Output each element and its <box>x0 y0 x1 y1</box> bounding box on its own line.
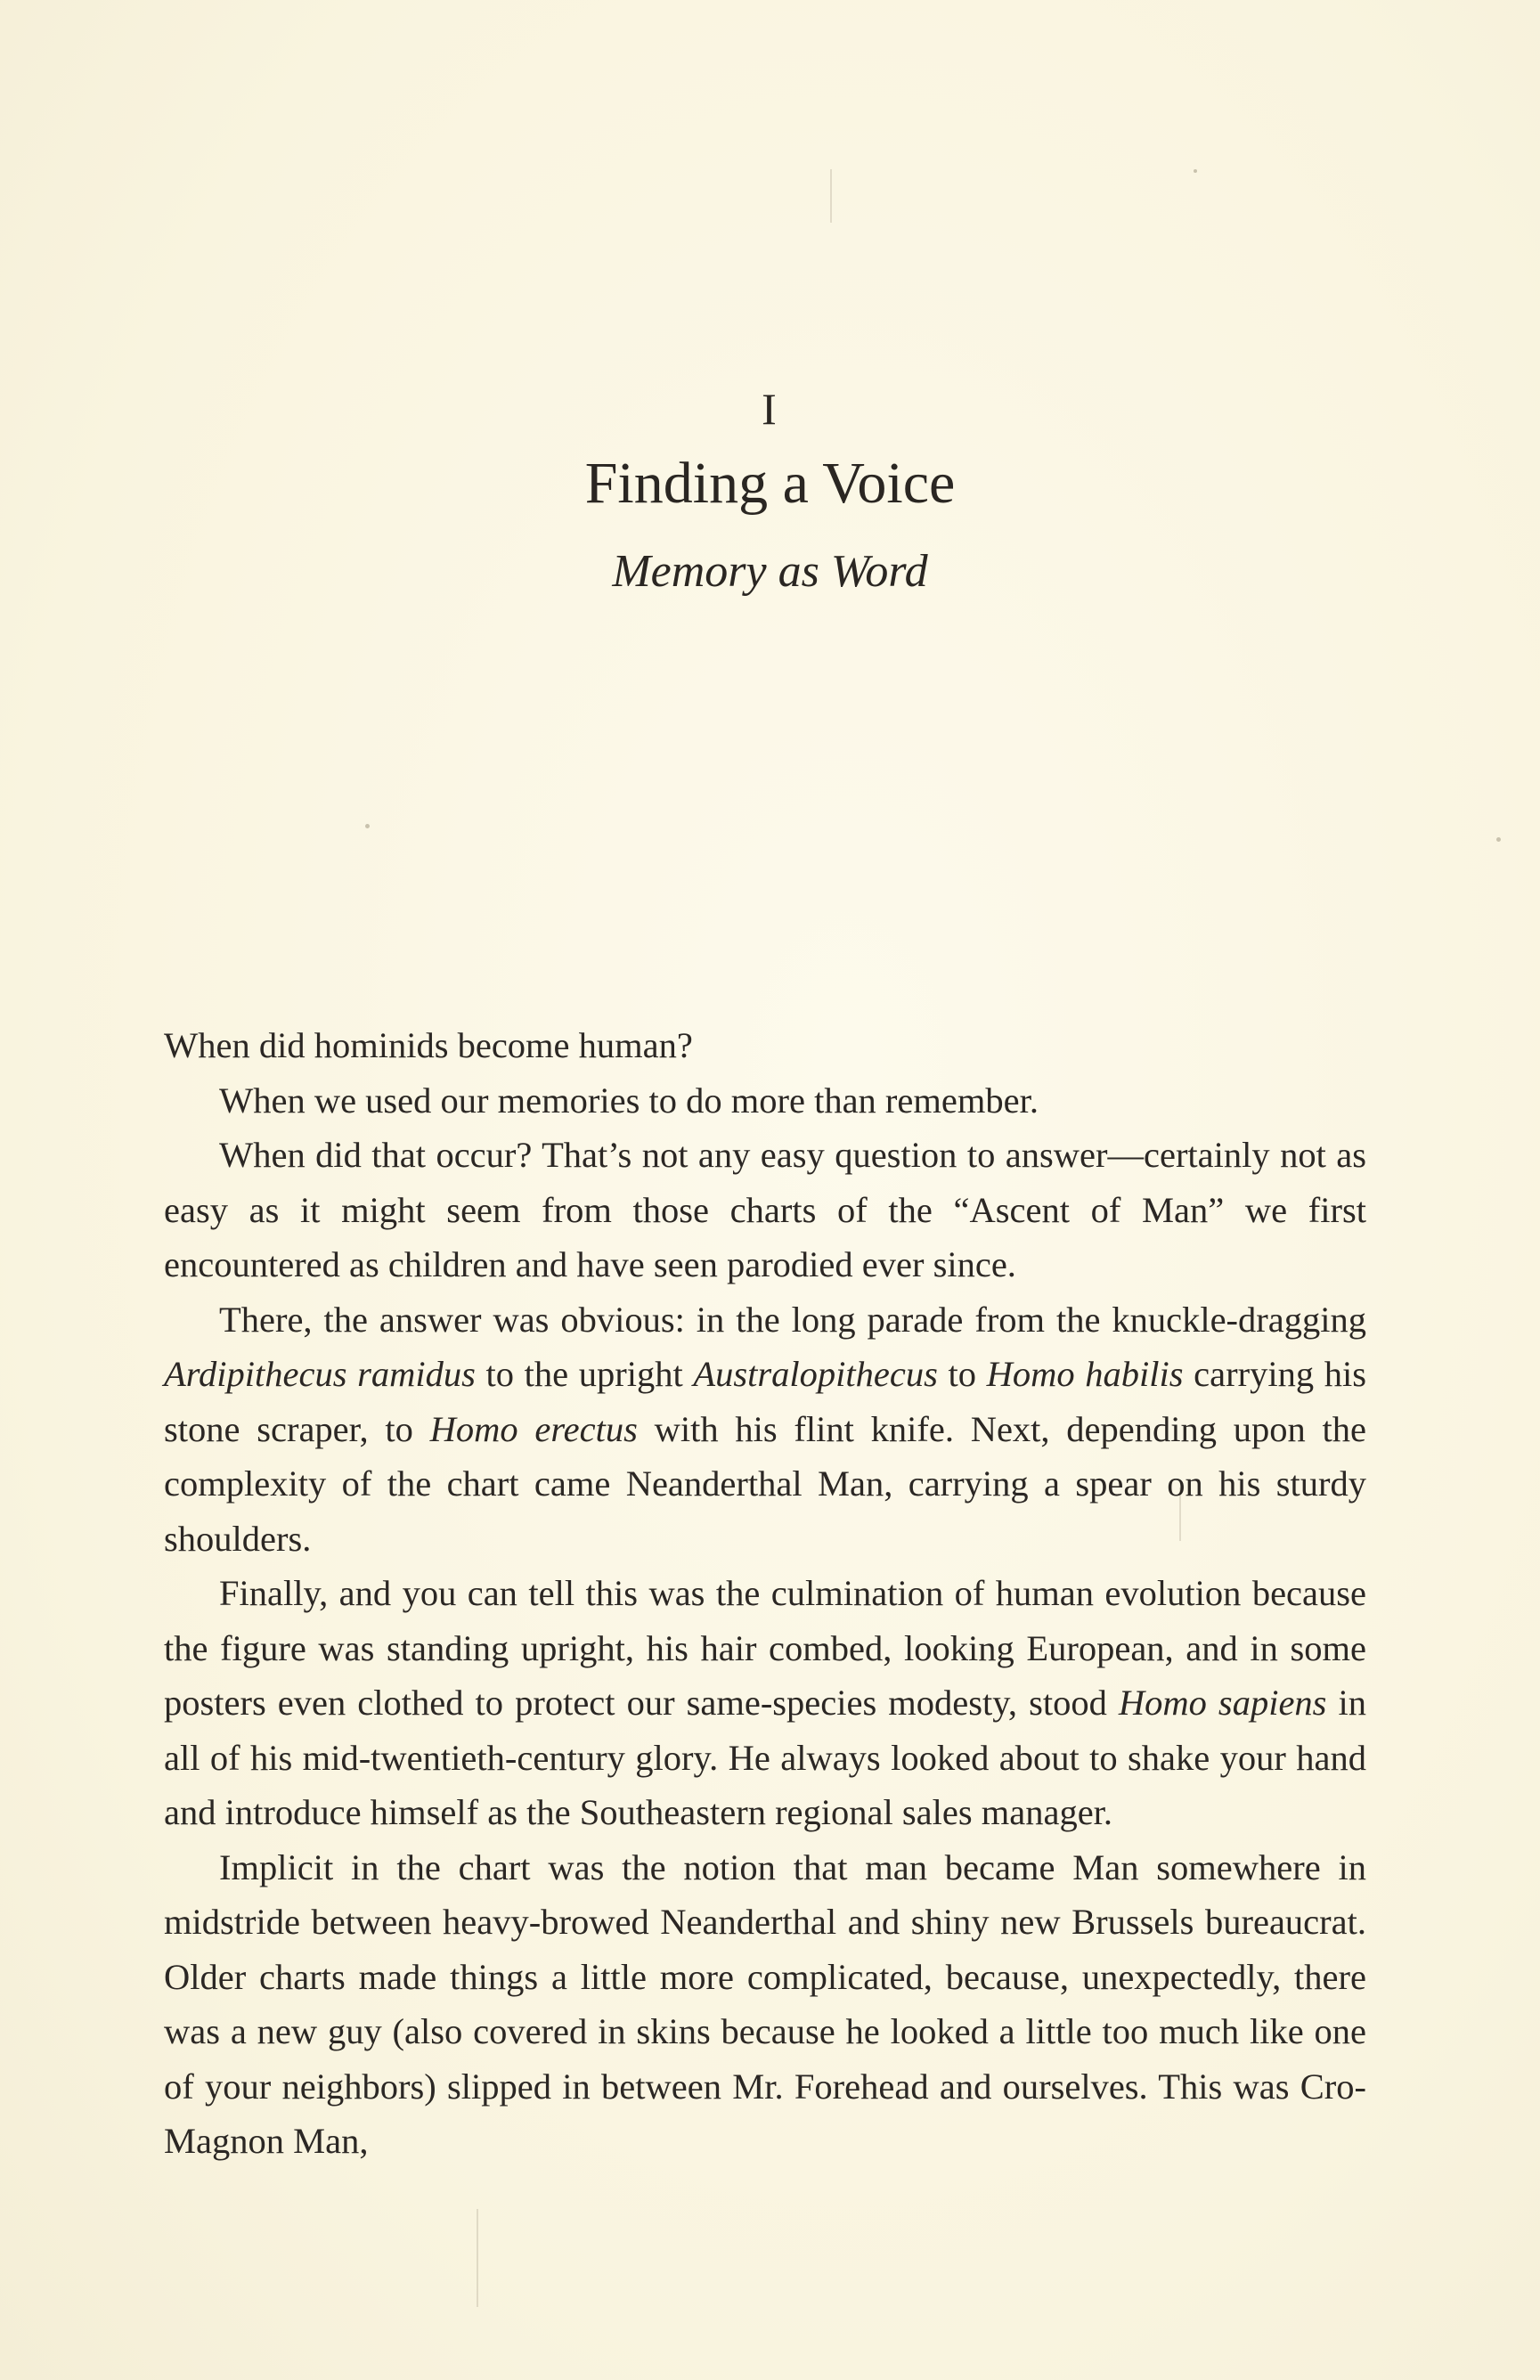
page-crease-top <box>830 169 832 223</box>
text-run: There, the answer was obvious: in the long parade from the knuckle-dragging <box>219 1299 1366 1340</box>
paragraph <box>164 1840 1366 2169</box>
paragraph <box>164 1128 1366 1292</box>
text-run: to <box>937 1354 987 1394</box>
text-run: When we used our memories to do more than remember. <box>219 1080 1039 1121</box>
italic-run: Australopithecus <box>693 1354 938 1394</box>
text-run: Finally, and you can tell this was the culmination of human evolution because the figure was standing upright, his hair combed, looking European, and in some posters even clothed to protect our same-species modesty, stood <box>164 1573 1366 1723</box>
chapter-title: Finding a Voice <box>584 451 956 516</box>
italic-run: Homo erectus <box>429 1408 638 1449</box>
text-run: carrying his stone scraper, to <box>164 1354 1366 1449</box>
text-run: Implicit in the chart was the notion that man became Man somewhere in midstride between heavy-browed Neanderthal and shiny new Brussels bureaucrat. Older charts made things a little more complicated, because, unexpectedly, there was a new guy (also covered in skins because he looked a little too much like one of your neighbors) slipped in between Mr. Forehead and ourselves. This was Cro-Magnon Man, <box>164 1846 1366 2161</box>
paragraph <box>164 1566 1366 1840</box>
paragraph <box>164 1292 1366 1567</box>
text-run: to the upright <box>475 1354 694 1394</box>
italic-run: Homo sapiens <box>1118 1683 1327 1723</box>
paragraph <box>164 1018 1366 1073</box>
chapter-subtitle: Memory as Word <box>612 546 928 597</box>
text-run: in all of his mid-twentieth-century glory. He always looked about to shake your hand and introduce himself as the Southeastern regional sales manager. <box>164 1683 1366 1832</box>
italic-run: Ardipithecus ramidus <box>164 1354 476 1394</box>
text-run: When did hominids become human? <box>164 1025 693 1065</box>
paper-speck <box>365 824 370 828</box>
text-run: When did that occur? That’s not any easy question to answer—certainly not as easy as it might seem from those charts of the “Ascent of Man” we first encountered as children and have seen parodied ever since. <box>164 1135 1366 1284</box>
paper-speck <box>1194 169 1197 173</box>
italic-run: Homo habilis <box>986 1354 1184 1394</box>
paragraph <box>164 1073 1366 1129</box>
body-text <box>164 1018 1366 2169</box>
page-crease-bottom <box>477 2209 478 2307</box>
chapter-number: I <box>762 384 778 434</box>
text-run: with his flint knife. Next, depending upon the complexity of the chart came Neanderthal Man, carrying a spear on his sturdy shoulders. <box>164 1408 1366 1559</box>
paper-speck <box>1496 837 1501 842</box>
